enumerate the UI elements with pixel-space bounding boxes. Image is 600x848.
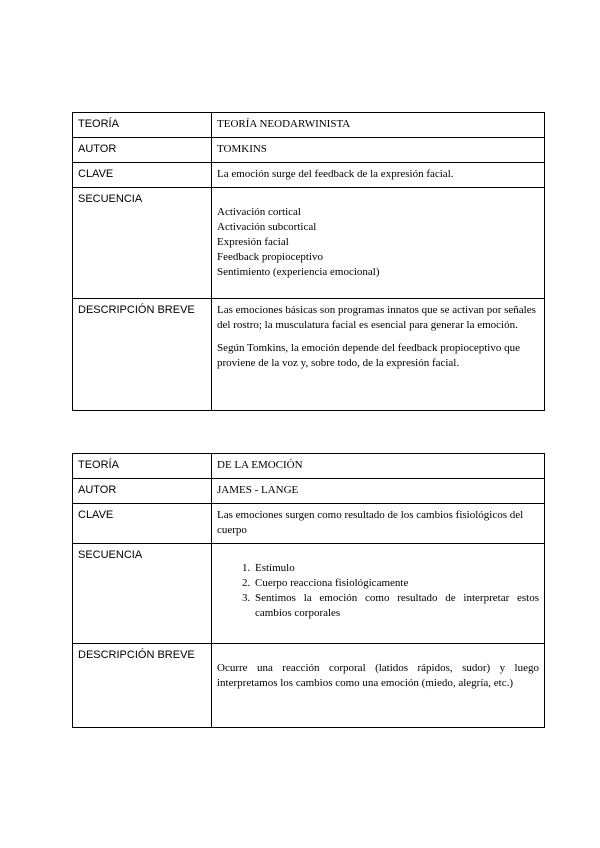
table-row-secuencia	[73, 544, 545, 644]
row-value-clave: La emoción surge del feedback de la expresión facial.	[212, 163, 545, 188]
table-row-descripcion	[73, 299, 545, 411]
row-value-secuencia	[212, 188, 545, 299]
row-label-autor: AUTOR	[73, 138, 212, 163]
list-item: Activación cortical	[217, 206, 301, 218]
row-value-secuencia	[212, 544, 545, 644]
table-row-secuencia	[73, 188, 545, 299]
list-item: Activación subcortical	[217, 221, 317, 233]
table-row-autor	[73, 479, 545, 504]
list-item: Sentimiento (experiencia emocional)	[217, 266, 380, 278]
row-value-teoria: DE LA EMOCIÓN	[212, 454, 545, 479]
row-label-teoria: TEORÍA	[73, 113, 212, 138]
theory-table-tomkins	[72, 112, 545, 411]
row-label-teoria: TEORÍA	[73, 454, 212, 479]
row-value-autor: TOMKINS	[212, 138, 545, 163]
row-label-descripcion: DESCRIPCIÓN BREVE	[73, 299, 212, 411]
table-row-clave	[73, 504, 545, 544]
row-label-secuencia: SECUENCIA	[73, 188, 212, 299]
row-value-clave: Las emociones surgen como resultado de los cambios fisiológicos del cuerpo	[212, 504, 545, 544]
list-item: Expresión facial	[217, 236, 289, 248]
row-label-clave: CLAVE	[73, 504, 212, 544]
row-value-descripcion	[212, 644, 545, 728]
row-label-clave: CLAVE	[73, 163, 212, 188]
list-item: 1. Estímulo	[253, 561, 539, 576]
description-paragraph: Las emociones básicas son programas innatos que se activan por señales del rostro; la musculatura facial es esencial para generar la emoción.	[217, 304, 536, 331]
row-value-autor: JAMES - LANGE	[212, 479, 545, 504]
description-paragraph: Según Tomkins, la emoción depende del feedback propioceptivo que proviene de la voz y, sobre todo, de la expresión facial.	[217, 342, 520, 369]
row-value-teoria: TEORÍA NEODARWINISTA	[212, 113, 545, 138]
table-row-teoria	[73, 454, 545, 479]
table-row-descripcion	[73, 644, 545, 728]
list-item: 2. Cuerpo reacciona fisiológicamente	[253, 576, 539, 591]
list-item: Feedback propioceptivo	[217, 251, 323, 263]
description-paragraph: Ocurre una reacción corporal (latidos rápidos, sudor) y luego interpretamos los cambios como una emoción (miedo, alegría, etc.)	[217, 662, 539, 689]
table-row-teoria	[73, 113, 545, 138]
row-value-descripcion	[212, 299, 545, 411]
sequence-list	[217, 561, 539, 621]
table-row-autor	[73, 138, 545, 163]
theory-table-james-lange	[72, 453, 545, 728]
table-row-clave	[73, 163, 545, 188]
list-item: 3. Sentimos la emoción como resultado de interpretar estos cambios corporales	[253, 591, 539, 621]
row-label-autor: AUTOR	[73, 479, 212, 504]
sequence-list	[217, 205, 539, 280]
row-label-secuencia: SECUENCIA	[73, 544, 212, 644]
row-label-descripcion: DESCRIPCIÓN BREVE	[73, 644, 212, 728]
